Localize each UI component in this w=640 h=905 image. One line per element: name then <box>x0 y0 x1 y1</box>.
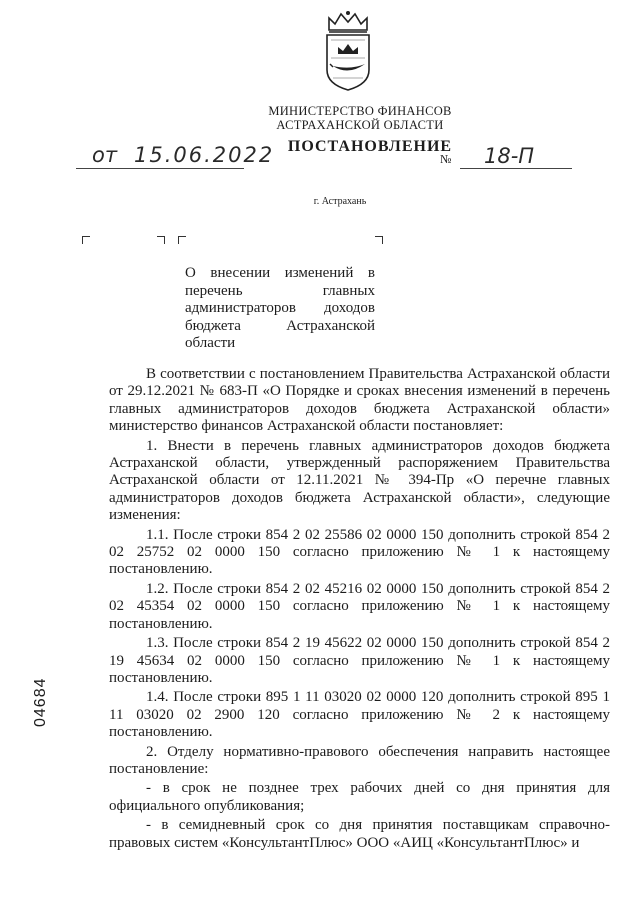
ministry-name-line2: АСТРАХАНСКОЙ ОБЛАСТИ <box>276 118 444 132</box>
date-value: 15.06.2022 <box>134 143 275 167</box>
document-date <box>76 143 275 171</box>
document-number <box>440 144 572 171</box>
number-underline <box>460 168 572 169</box>
item-1-3-paragraph: 1.3. После строки 854 2 19 45622 02 0000 150 дополнить строкой 854 2 19 45634 02 0000 150 согласно приложению № 1 к настоящему постановлению. <box>109 635 610 686</box>
preamble-paragraph: В соответствии с постановлением Правительства Астраханской области от 29.12.2021 № 683-П «О Порядке и сроках внесения изменений в перечень главных администраторов доходов бюджета Астраханской области» министерство финансов Астраханской области постановляет: <box>109 366 610 435</box>
date-prefix: от <box>92 143 118 167</box>
corner-mark-top-right <box>375 236 383 244</box>
item-1-paragraph: 1. Внести в перечень главных администраторов доходов бюджета Астраханской области, утвержденный распоряжением Правительства Астраханской области от 12.11.2021 № 394-Пр «О перечне главных администраторов доходов бюджета Астраханской области», следующие изменения: <box>109 437 610 524</box>
astrakhan-coat-of-arms-icon <box>321 10 375 92</box>
corner-mark-top-left <box>82 236 90 244</box>
number-sign: № <box>440 152 452 166</box>
item-2-a-paragraph: - в срок не позднее трех рабочих дней со дня принятия для официального опубликования; <box>109 780 610 814</box>
city-line: г. Астрахань <box>313 196 367 207</box>
ministry-name-line1: МИНИСТЕРСТВО ФИНАНСОВ <box>268 104 452 118</box>
document-subject: О внесении изменений в перечень главных администраторов доходов бюджета Астраханской области <box>185 265 375 351</box>
date-underline <box>76 168 244 169</box>
item-1-4-paragraph: 1.4. После строки 895 1 11 03020 02 0000 120 дополнить строкой 895 1 11 03020 02 2900 120 согласно приложению № 2 к настоящему постановлению. <box>109 689 610 741</box>
item-1-1-paragraph: 1.1. После строки 854 2 02 25586 02 0000 150 дополнить строкой 854 2 02 25752 02 0000 150 согласно приложению № 1 к настоящему постановлению. <box>109 526 610 578</box>
item-1-2-paragraph: 1.2. После строки 854 2 02 45216 02 0000 150 дополнить строкой 854 2 02 45354 02 0000 150 согласно приложению № 1 к настоящему постановлению. <box>109 580 610 632</box>
margin-registration-number: 04684 <box>32 677 49 727</box>
document-type: ПОСТАНОВЛЕНИЕ <box>287 138 453 155</box>
number-value: 18-П <box>484 144 535 168</box>
document-body <box>109 366 610 852</box>
corner-mark-top-left <box>178 236 186 244</box>
corner-mark-top-right <box>157 236 165 244</box>
item-2-paragraph: 2. Отделу нормативно-правового обеспечения направить настоящее постановление: <box>109 743 610 777</box>
item-2-b-paragraph: - в семидневный срок со дня принятия поставщикам справочно-правовых систем «КонсультантПлюс» ООО «АИЦ «КонсультантПлюс» и <box>109 817 610 851</box>
